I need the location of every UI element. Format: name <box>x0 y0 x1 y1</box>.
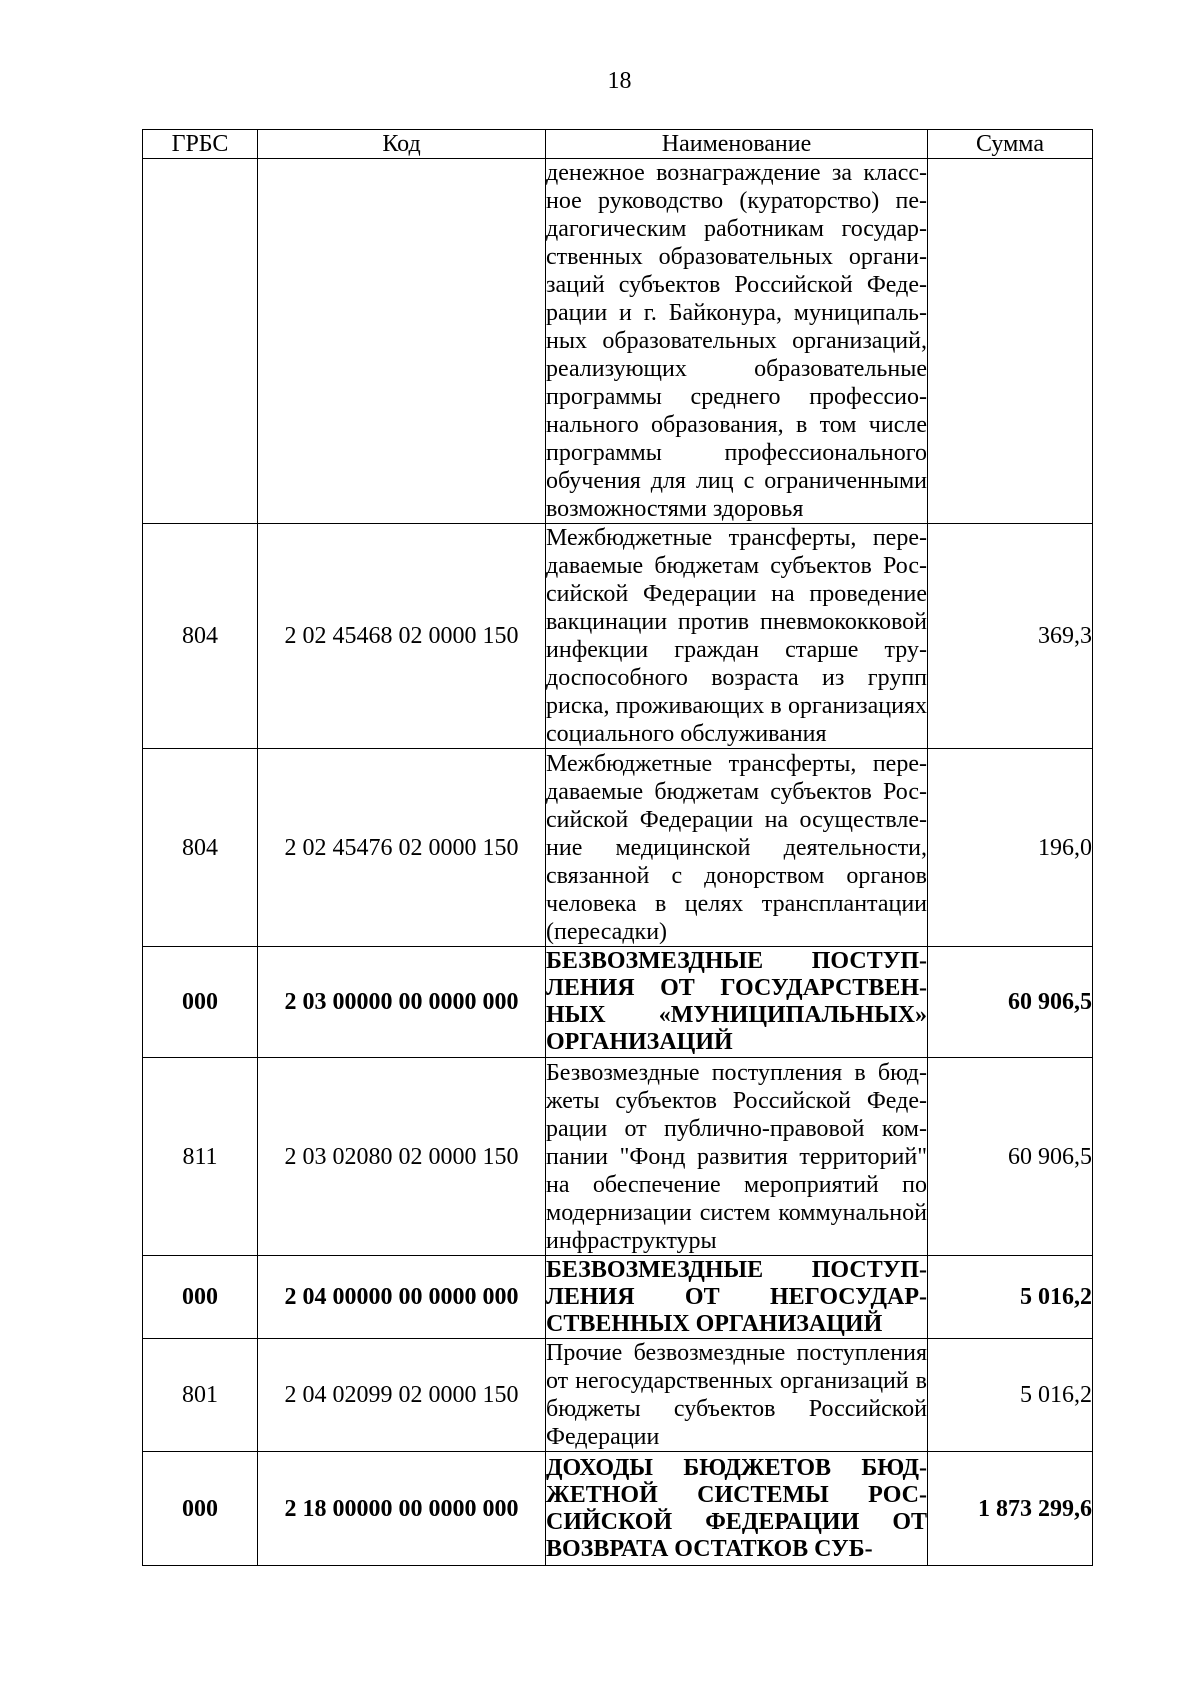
cell-grbs: 000 <box>143 1256 258 1339</box>
cell-grbs: 000 <box>143 1452 258 1566</box>
cell-name: БЕЗВОЗМЕЗДНЫЕ ПОСТУПЛЕНИЯ ОТ НЕГОСУДАРСТВЕННЫХ ОРГАНИЗАЦИЙ <box>546 1256 927 1337</box>
table-row <box>143 524 1093 749</box>
cell-name: Межбюджетные трансферты, передаваемые бюджетам субъектов Российской Федерации на осуществление медицинской деятельности, связанной с донорством органов человека в целях трансплантации (пересадки) <box>546 750 927 945</box>
header-name: Наименование <box>546 130 928 159</box>
cell-name: БЕЗВОЗМЕЗДНЫЕ ПОСТУПЛЕНИЯ ОТ ГОСУДАРСТВЕННЫХ «МУНИЦИПАЛЬНЫХ» ОРГАНИЗАЦИЙ <box>546 947 928 1058</box>
cell-code <box>258 159 546 524</box>
cell-grbs: 000 <box>143 947 258 1058</box>
cell-sum: 60 906,5 <box>928 947 1093 1058</box>
table-header-row <box>143 130 1093 159</box>
header-grbs: ГРБС <box>143 130 258 159</box>
cell-code: 2 02 45468 02 0000 150 <box>258 524 546 749</box>
cell-name: Безвозмездные поступления в бюджеты субъектов Российской Федерации от публично-правовой компании "Фонд развития территорий" на обеспечение мероприятий по модернизации систем коммунальной инфраструктуры <box>546 1059 927 1254</box>
cell-sum <box>928 159 1093 524</box>
cell-name: ДОХОДЫ БЮДЖЕТОВ БЮДЖЕТНОЙ СИСТЕМЫ РОССИЙСКОЙ ФЕДЕРАЦИИ ОТ ВОЗВРАТА ОСТАТКОВ СУБ- <box>546 1452 928 1566</box>
cell-code: 2 02 45476 02 0000 150 <box>258 749 546 947</box>
cell-code: 2 04 00000 00 0000 000 <box>258 1256 546 1339</box>
cell-code: 2 03 02080 02 0000 150 <box>258 1058 546 1256</box>
table-row <box>143 159 1093 524</box>
cell-sum: 60 906,5 <box>928 1058 1093 1256</box>
cell-sum: 196,0 <box>928 749 1093 947</box>
cell-grbs <box>143 159 258 524</box>
cell-code: 2 03 00000 00 0000 000 <box>258 947 546 1058</box>
cell-sum: 1 873 299,6 <box>928 1452 1093 1566</box>
revenue-table <box>142 129 1093 1566</box>
cell-grbs: 811 <box>143 1058 258 1256</box>
cell-name: Прочие безвозмездные поступления от негосударственных организаций в бюджеты субъектов Российской Федерации <box>546 1340 927 1450</box>
cell-code: 2 04 02099 02 0000 150 <box>258 1339 546 1452</box>
cell-sum: 369,3 <box>928 524 1093 749</box>
header-sum: Сумма <box>928 130 1093 159</box>
table-row-section <box>143 947 1093 1058</box>
table-row-section <box>143 1256 1093 1339</box>
cell-name: денежное вознаграждение за классное руководство (кураторство) педагогическим работникам государственных образовательных организаций субъектов Российской Федерации и г. Байконура, муниципальных образовательных организаций, реализующих образовательные программы среднего профессионального образования, в том числе программы профессионального обучения для лиц с ограниченными возможностями здоровья <box>546 160 927 522</box>
page-number: 18 <box>607 68 632 94</box>
cell-grbs: 804 <box>143 749 258 947</box>
cell-sum: 5 016,2 <box>928 1339 1093 1452</box>
table-row-section <box>143 1452 1093 1566</box>
cell-code: 2 18 00000 00 0000 000 <box>258 1452 546 1566</box>
table-row <box>143 749 1093 947</box>
cell-sum: 5 016,2 <box>928 1256 1093 1339</box>
cell-grbs: 804 <box>143 524 258 749</box>
cell-grbs: 801 <box>143 1339 258 1452</box>
table-row <box>143 1339 1093 1452</box>
header-code: Код <box>258 130 546 159</box>
table-row <box>143 1058 1093 1256</box>
cell-name: Межбюджетные трансферты, передаваемые бюджетам субъектов Российской Федерации на проведение вакцинации против пневмококковой инфекции граждан старше трудоспособного возраста из групп риска, проживающих в организациях социального обслуживания <box>546 525 927 747</box>
